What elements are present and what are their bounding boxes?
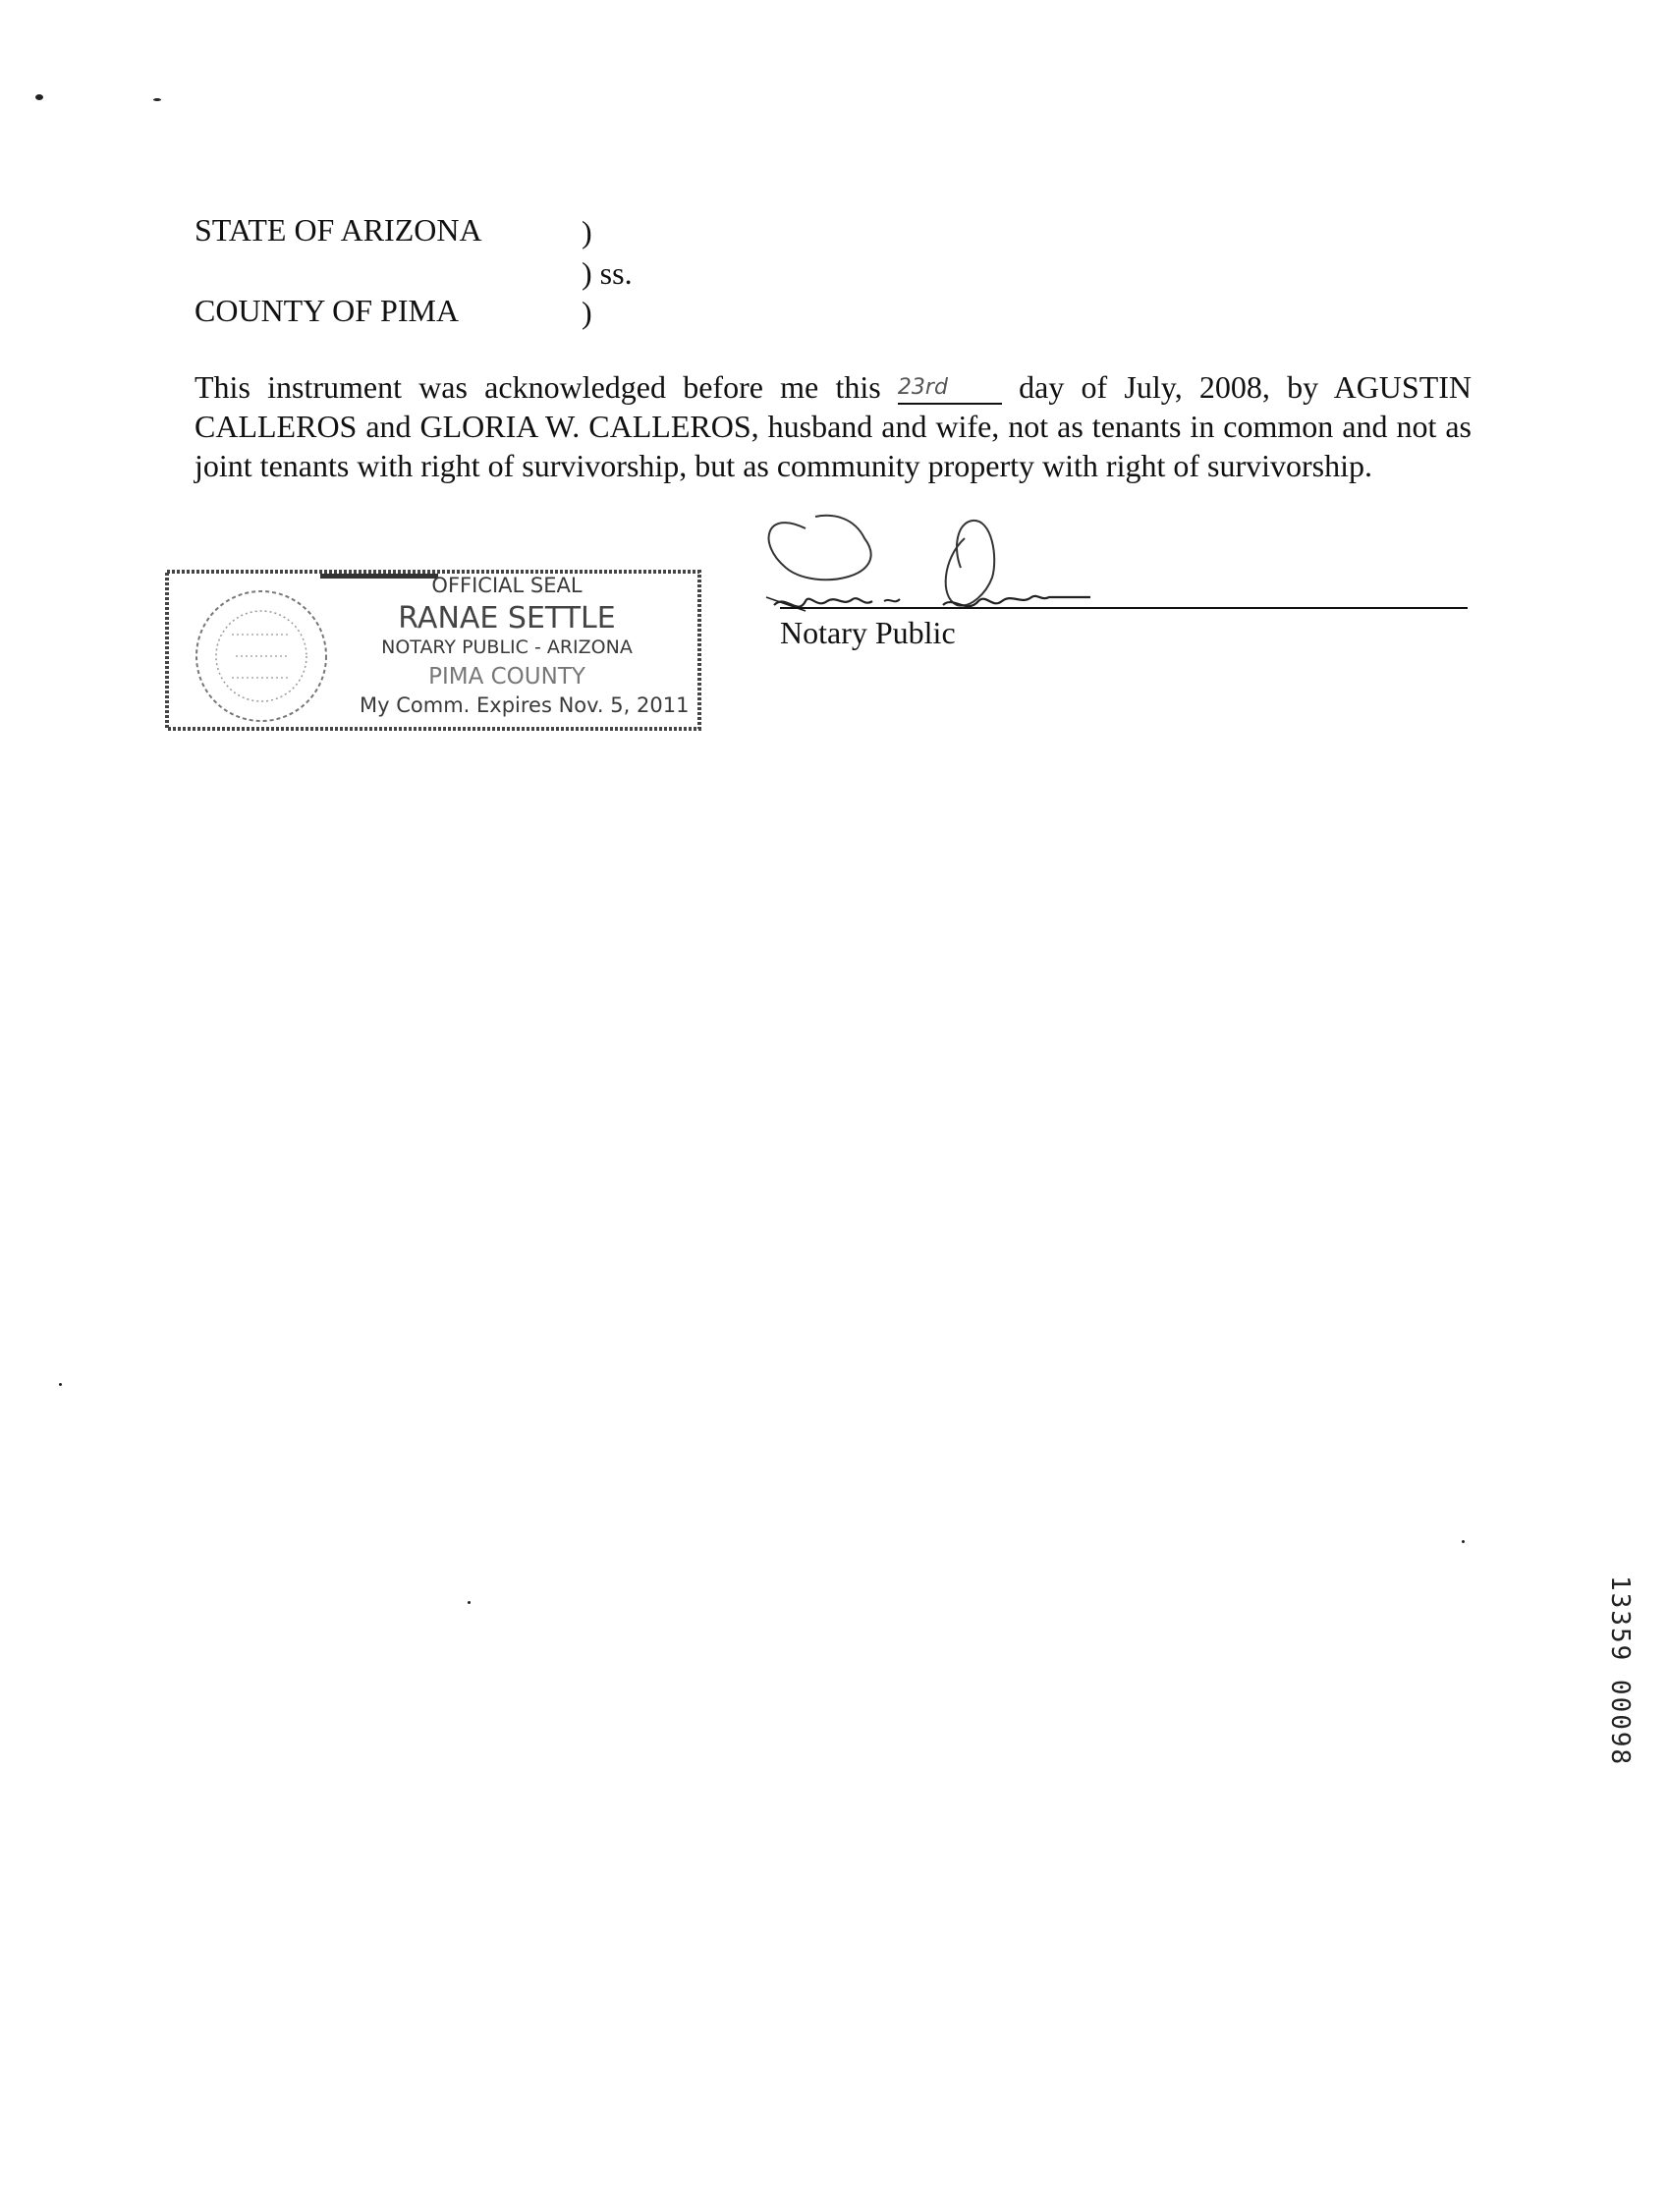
seal-notary-name: RANAE SETTLE — [398, 601, 616, 636]
acknowledgment-paragraph — [195, 367, 1472, 485]
venue-paren-top: ) — [582, 214, 592, 249]
acknowledgment-line-1-post: day of July, 2008, by AGUSTIN — [1019, 369, 1473, 405]
scan-speck — [59, 1383, 62, 1386]
seal-expiration: My Comm. Expires Nov. 5, 2011 — [360, 693, 690, 717]
acknowledgment-line-1-pre: This instrument was acknowledged before me this — [195, 369, 881, 405]
scan-speck — [1462, 1540, 1465, 1543]
venue-paren-bottom: ) — [582, 295, 592, 330]
seal-county: PIMA COUNTY — [428, 664, 585, 690]
acknowledgment-line-3: joint tenants with right of survivorship, but as community property with right of survivorship. — [195, 448, 1372, 483]
scan-speck — [153, 98, 161, 101]
signature-line — [780, 607, 1468, 609]
acknowledgment-line-1 — [195, 367, 1472, 407]
scan-speck — [468, 1601, 471, 1604]
acknowledgment-line-2: CALLEROS and GLORIA W. CALLEROS, husband and wife, not as tenants in common and not as — [195, 409, 1472, 444]
scan-speck — [35, 94, 43, 100]
day-handwritten-field: 23rd — [898, 373, 1002, 405]
seal-role: NOTARY PUBLIC - ARIZONA — [381, 636, 633, 658]
recording-number-stamp: 13359 00098 — [1605, 1576, 1635, 1767]
notary-public-label: Notary Public — [780, 615, 956, 650]
county-label: COUNTY OF PIMA — [195, 293, 460, 328]
venue-paren-ss: ) ss. — [582, 255, 633, 291]
seal-title: OFFICIAL SEAL — [431, 574, 583, 597]
state-label: STATE OF ARIZONA — [195, 212, 482, 248]
notary-seal-stamp — [163, 566, 705, 735]
